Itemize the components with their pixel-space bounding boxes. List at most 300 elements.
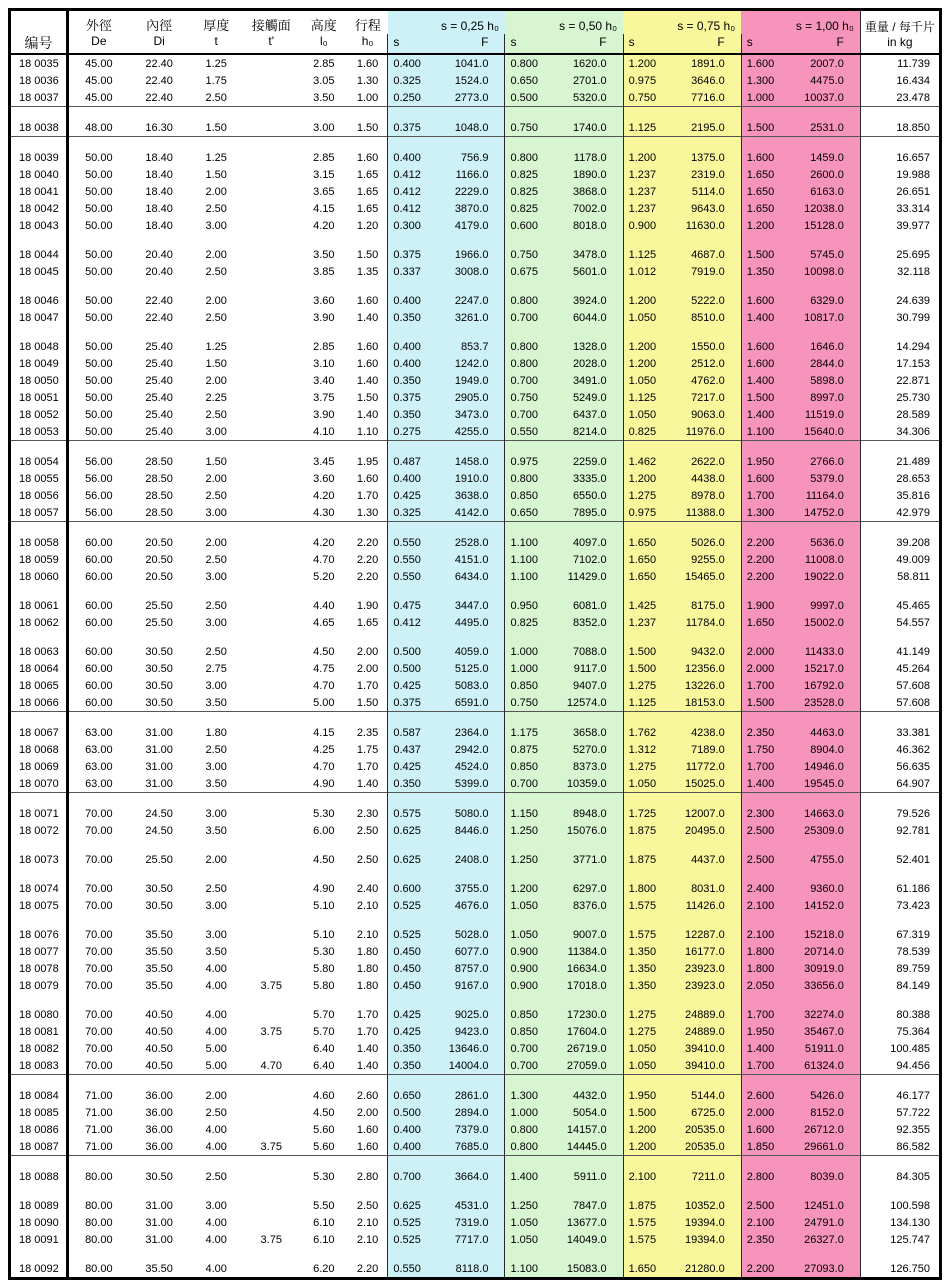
cell-weight-per-1000: 52.401 xyxy=(860,839,940,868)
cell-s-075: 1.275 xyxy=(623,677,667,694)
cell-inner-diameter: 36.00 xyxy=(145,1141,173,1153)
cell-force-025: 4495.0 xyxy=(432,614,505,631)
table-row xyxy=(10,406,941,423)
row-group xyxy=(10,868,941,914)
cell-force-100: 5379.0 xyxy=(785,470,860,487)
cell-force-100: 16792.0 xyxy=(785,677,860,694)
cell-s-025: 0.375 xyxy=(388,234,432,263)
cell-s-075: 1.575 xyxy=(623,1231,667,1248)
cell-travel-h0: 1.70 xyxy=(356,680,379,692)
cell-force-050: 8948.0 xyxy=(549,793,623,823)
cell-s-025: 0.350 xyxy=(388,406,432,423)
cell-s-100: 2.000 xyxy=(741,660,785,677)
cell-s-100: 2.600 xyxy=(741,1075,785,1105)
cell-s-025: 0.500 xyxy=(388,660,432,677)
cell-force-075: 2512.0 xyxy=(667,355,741,372)
cell-force-100: 14752.0 xyxy=(785,504,860,522)
cell-force-075: 4238.0 xyxy=(667,712,741,742)
col-header-outer-diameter: 外徑 xyxy=(85,18,112,33)
cell-travel-h0: 2.35 xyxy=(348,712,388,742)
cell-thickness: 3.00 xyxy=(205,900,227,912)
cell-travel-h0: 1.30 xyxy=(356,507,379,519)
cell-force-075: 7211.0 xyxy=(667,1156,741,1186)
cell-force-025: 6434.0 xyxy=(432,568,505,585)
cell-s-025: 0.412 xyxy=(388,200,432,217)
cell-weight-per-1000: 46.177 xyxy=(860,1075,940,1105)
cell-outer-diameter: 50.00 xyxy=(85,220,113,232)
table-row xyxy=(10,694,941,712)
cell-height-l0: 2.85 xyxy=(300,137,348,167)
cell-part-number: 18 0064 xyxy=(10,660,68,677)
cell-contact-surface xyxy=(243,1075,300,1105)
cell-travel-h0: 1.75 xyxy=(356,744,379,756)
cell-height-l0: 4.10 xyxy=(313,426,335,438)
cell-weight-per-1000: 57.608 xyxy=(860,694,940,712)
cell-thickness: 2.50 xyxy=(205,203,227,215)
table-row xyxy=(10,614,941,631)
cell-weight-per-1000: 11.739 xyxy=(860,54,940,72)
cell-inner-diameter: 16.30 xyxy=(129,107,190,137)
cell-s-100: 1.800 xyxy=(741,943,785,960)
table-row xyxy=(10,137,941,167)
cell-force-050: 8373.0 xyxy=(549,758,623,775)
cell-part-number: 18 0072 xyxy=(10,822,68,839)
cell-force-025: 7685.0 xyxy=(432,1138,505,1156)
row-group xyxy=(10,1185,941,1248)
cell-force-100: 4475.0 xyxy=(785,72,860,89)
cell-force-075: 19394.0 xyxy=(667,1231,741,1248)
cell-outer-diameter: 48.00 xyxy=(68,107,129,137)
cell-part-number: 18 0053 xyxy=(10,423,68,441)
cell-contact-surface xyxy=(243,263,300,280)
cell-part-number: 18 0041 xyxy=(10,183,68,200)
table-row xyxy=(10,441,941,471)
cell-thickness: 2.75 xyxy=(205,663,227,675)
cell-s-075: 1.725 xyxy=(623,793,667,823)
cell-inner-diameter: 24.50 xyxy=(145,825,173,837)
cell-weight-per-1000: 28.589 xyxy=(860,406,940,423)
cell-s-075: 1.500 xyxy=(623,631,667,660)
table-row xyxy=(10,758,941,775)
cell-contact-surface xyxy=(243,441,300,471)
cell-contact-surface xyxy=(243,994,300,1023)
subheader-F-025: F xyxy=(432,34,505,54)
cell-force-075: 4762.0 xyxy=(667,372,741,389)
cell-outer-diameter: 80.00 xyxy=(68,1156,129,1186)
cell-force-075: 9432.0 xyxy=(667,631,741,660)
cell-force-025: 1524.0 xyxy=(432,72,505,89)
row-group xyxy=(10,234,941,280)
cell-weight-per-1000: 28.653 xyxy=(860,470,940,487)
cell-travel-h0: 1.65 xyxy=(356,186,379,198)
cell-s-075: 1.200 xyxy=(623,1138,667,1156)
cell-outer-diameter: 50.00 xyxy=(85,266,113,278)
cell-height-l0: 3.85 xyxy=(313,266,335,278)
cell-outer-diameter: 70.00 xyxy=(85,946,113,958)
cell-contact-surface xyxy=(243,183,300,200)
table-row xyxy=(10,994,941,1023)
cell-s-025: 0.325 xyxy=(388,504,432,522)
cell-s-025: 0.575 xyxy=(388,793,432,823)
cell-force-050: 7895.0 xyxy=(549,504,623,522)
cell-force-100: 4463.0 xyxy=(785,712,860,742)
cell-height-l0: 4.15 xyxy=(300,712,348,742)
cell-height-l0: 4.50 xyxy=(313,646,335,658)
cell-force-075: 20535.0 xyxy=(667,1138,741,1156)
cell-inner-diameter: 22.40 xyxy=(145,92,173,104)
cell-force-025: 1910.0 xyxy=(432,470,505,487)
cell-outer-diameter: 70.00 xyxy=(85,1043,113,1055)
cell-s-100: 2.100 xyxy=(741,897,785,914)
cell-s-050: 1.100 xyxy=(505,522,549,552)
cell-height-l0: 3.05 xyxy=(313,75,335,87)
cell-weight-per-1000: 64.907 xyxy=(860,775,940,793)
cell-travel-h0: 1.10 xyxy=(356,426,379,438)
cell-contact-surface xyxy=(243,389,300,406)
cell-force-075: 7189.0 xyxy=(667,741,741,758)
cell-part-number: 18 0040 xyxy=(10,166,68,183)
cell-inner-diameter: 30.50 xyxy=(129,1156,190,1186)
cell-s-050: 0.750 xyxy=(505,694,549,712)
cell-contact-surface xyxy=(243,217,300,234)
cell-force-025: 8446.0 xyxy=(432,822,505,839)
band-header-s025: s = 0,25 h₀ xyxy=(388,10,505,35)
cell-force-100: 29661.0 xyxy=(785,1138,860,1156)
cell-travel-h0: 1.50 xyxy=(356,249,379,261)
cell-s-100: 2.200 xyxy=(741,522,785,552)
cell-force-050: 14157.0 xyxy=(549,1121,623,1138)
cell-travel-h0: 1.40 xyxy=(356,312,379,324)
cell-force-100: 2007.0 xyxy=(785,54,860,72)
cell-height-l0: 3.90 xyxy=(313,409,335,421)
cell-outer-diameter: 80.00 xyxy=(85,1234,113,1246)
cell-s-050: 0.600 xyxy=(505,217,549,234)
cell-force-050: 5601.0 xyxy=(549,263,623,280)
cell-thickness: 3.00 xyxy=(205,426,227,438)
cell-s-025: 0.425 xyxy=(388,758,432,775)
row-group xyxy=(10,631,941,712)
table-row xyxy=(10,1185,941,1214)
symbol-De: De xyxy=(91,34,107,48)
cell-s-025: 0.525 xyxy=(388,897,432,914)
cell-force-075: 5144.0 xyxy=(667,1075,741,1105)
cell-contact-surface xyxy=(243,1185,300,1214)
table-row xyxy=(10,89,941,107)
cell-force-025: 1458.0 xyxy=(432,441,505,471)
cell-weight-per-1000: 73.423 xyxy=(860,897,940,914)
cell-travel-h0: 1.60 xyxy=(356,1141,379,1153)
cell-s-075: 1.200 xyxy=(623,280,667,309)
cell-force-050: 6044.0 xyxy=(549,309,623,326)
cell-force-025: 9167.0 xyxy=(432,977,505,994)
cell-inner-diameter: 25.40 xyxy=(145,392,173,404)
col-header-weight xyxy=(860,10,940,55)
cell-s-025: 0.412 xyxy=(388,183,432,200)
cell-s-075: 1.200 xyxy=(623,326,667,355)
cell-outer-diameter: 60.00 xyxy=(68,522,129,552)
cell-s-025: 0.450 xyxy=(388,943,432,960)
cell-force-100: 23528.0 xyxy=(785,694,860,712)
cell-force-075: 16177.0 xyxy=(667,943,741,960)
cell-force-100: 26712.0 xyxy=(785,1121,860,1138)
cell-force-025: 756.9 xyxy=(432,137,505,167)
cell-part-number: 18 0083 xyxy=(10,1057,68,1075)
cell-inner-diameter: 30.50 xyxy=(145,680,173,692)
cell-force-025: 8757.0 xyxy=(432,960,505,977)
cell-s-025: 0.375 xyxy=(388,389,432,406)
cell-s-050: 0.550 xyxy=(505,423,549,441)
cell-contact-surface xyxy=(243,372,300,389)
cell-thickness: 2.00 xyxy=(205,186,227,198)
cell-s-100: 1.600 xyxy=(741,355,785,372)
cell-force-025: 4151.0 xyxy=(432,551,505,568)
cell-travel-h0: 2.60 xyxy=(348,1075,388,1105)
cell-force-100: 11433.0 xyxy=(785,631,860,660)
cell-weight-per-1000: 17.153 xyxy=(860,355,940,372)
cell-thickness: 3.00 xyxy=(205,571,227,583)
cell-height-l0: 3.90 xyxy=(313,312,335,324)
cell-s-025: 0.625 xyxy=(388,1185,432,1214)
cell-s-100: 2.350 xyxy=(741,1231,785,1248)
cell-force-025: 853.7 xyxy=(432,326,505,355)
cell-s-075: 1.575 xyxy=(623,1214,667,1231)
cell-thickness: 3.50 xyxy=(205,946,227,958)
cell-thickness: 2.50 xyxy=(205,554,227,566)
cell-s-075: 1.275 xyxy=(623,1023,667,1040)
cell-inner-diameter: 40.50 xyxy=(145,1026,173,1038)
cell-thickness: 2.00 xyxy=(190,1075,243,1105)
cell-force-025: 2894.0 xyxy=(432,1104,505,1121)
cell-thickness: 5.00 xyxy=(205,1043,227,1055)
cell-s-075: 1.800 xyxy=(623,868,667,897)
cell-contact-surface xyxy=(243,914,300,943)
cell-force-025: 1242.0 xyxy=(432,355,505,372)
cell-s-025: 0.400 xyxy=(388,1138,432,1156)
table-row xyxy=(10,960,941,977)
cell-part-number: 18 0066 xyxy=(10,694,68,712)
cell-part-number: 18 0078 xyxy=(10,960,68,977)
cell-s-025: 0.550 xyxy=(388,522,432,552)
symbol-Di: Di xyxy=(153,34,165,48)
cell-s-075: 1.350 xyxy=(623,960,667,977)
cell-travel-h0: 2.20 xyxy=(356,571,379,583)
cell-travel-h0: 1.65 xyxy=(356,617,379,629)
cell-travel-h0: 2.10 xyxy=(356,900,379,912)
cell-force-100: 15128.0 xyxy=(785,217,860,234)
cell-travel-h0: 1.30 xyxy=(356,75,379,87)
cell-weight-per-1000: 134.130 xyxy=(860,1214,940,1231)
cell-thickness: 1.50 xyxy=(190,441,243,471)
cell-outer-diameter: 70.00 xyxy=(68,793,129,823)
cell-weight-per-1000: 54.557 xyxy=(860,614,940,631)
cell-outer-diameter: 60.00 xyxy=(85,680,113,692)
cell-inner-diameter: 31.00 xyxy=(145,1234,173,1246)
cell-inner-diameter: 28.50 xyxy=(145,490,173,502)
cell-height-l0: 4.40 xyxy=(313,600,335,612)
cell-thickness: 3.00 xyxy=(205,220,227,232)
cell-weight-per-1000: 84.305 xyxy=(860,1156,940,1186)
cell-contact-surface xyxy=(243,487,300,504)
cell-inner-diameter: 36.00 xyxy=(129,1075,190,1105)
cell-travel-h0: 2.30 xyxy=(348,793,388,823)
table-row xyxy=(10,1214,941,1231)
cell-force-050: 7847.0 xyxy=(549,1185,623,1214)
cell-s-100: 1.500 xyxy=(741,694,785,712)
cell-thickness: 2.50 xyxy=(205,646,227,658)
cell-height-l0: 5.80 xyxy=(313,963,335,975)
cell-travel-h0: 1.20 xyxy=(356,220,379,232)
cell-outer-diameter: 63.00 xyxy=(85,778,113,790)
cell-thickness: 3.00 xyxy=(205,680,227,692)
table-row xyxy=(10,1023,941,1040)
cell-s-050: 0.800 xyxy=(505,326,549,355)
weight-unit: in kg xyxy=(887,35,913,49)
cell-force-075: 20495.0 xyxy=(667,822,741,839)
cell-s-050: 1.300 xyxy=(505,1075,549,1105)
cell-force-075: 9643.0 xyxy=(667,200,741,217)
row-group xyxy=(10,107,941,137)
cell-contact-surface xyxy=(243,1121,300,1138)
row-group xyxy=(10,1156,941,1186)
cell-s-075: 1.350 xyxy=(623,943,667,960)
cell-contact-surface xyxy=(243,712,300,742)
cell-force-100: 15218.0 xyxy=(785,914,860,943)
table-row xyxy=(10,1040,941,1057)
cell-inner-diameter: 25.50 xyxy=(145,600,173,612)
cell-force-050: 1328.0 xyxy=(549,326,623,355)
table-row xyxy=(10,1121,941,1138)
cell-s-025: 0.525 xyxy=(388,914,432,943)
cell-inner-diameter: 22.40 xyxy=(145,58,173,70)
cell-s-100: 1.400 xyxy=(741,775,785,793)
cell-s-050: 0.850 xyxy=(505,677,549,694)
cell-s-025: 0.587 xyxy=(388,712,432,742)
cell-weight-per-1000: 22.871 xyxy=(860,372,940,389)
cell-contact-surface xyxy=(243,631,300,660)
cell-weight-per-1000: 92.781 xyxy=(860,822,940,839)
cell-force-050: 26719.0 xyxy=(549,1040,623,1057)
cell-force-025: 1966.0 xyxy=(432,234,505,263)
cell-force-050: 3491.0 xyxy=(549,372,623,389)
cell-force-025: 5125.0 xyxy=(432,660,505,677)
cell-s-025: 0.475 xyxy=(388,585,432,614)
cell-outer-diameter: 56.00 xyxy=(85,507,113,519)
cell-s-050: 0.800 xyxy=(505,355,549,372)
cell-thickness: 1.50 xyxy=(205,169,227,181)
cell-force-050: 8352.0 xyxy=(549,614,623,631)
cell-force-075: 20535.0 xyxy=(667,1121,741,1138)
cell-s-075: 1.275 xyxy=(623,994,667,1023)
cell-inner-diameter: 24.50 xyxy=(129,793,190,823)
cell-inner-diameter: 20.40 xyxy=(145,249,173,261)
cell-force-100: 6329.0 xyxy=(785,280,860,309)
cell-inner-diameter: 18.40 xyxy=(145,220,173,232)
cell-contact-surface: 3.75 xyxy=(260,1141,282,1153)
cell-force-050: 13677.0 xyxy=(549,1214,623,1231)
cell-force-075: 15025.0 xyxy=(667,775,741,793)
cell-s-075: 1.950 xyxy=(623,1075,667,1105)
cell-inner-diameter: 18.40 xyxy=(145,169,173,181)
cell-s-025: 0.500 xyxy=(388,1104,432,1121)
cell-outer-diameter: 71.00 xyxy=(85,1124,113,1136)
cell-s-100: 1.400 xyxy=(741,309,785,326)
cell-part-number: 18 0068 xyxy=(10,741,68,758)
cell-s-050: 1.000 xyxy=(505,1104,549,1121)
cell-height-l0: 3.00 xyxy=(300,107,348,137)
cell-s-100: 1.600 xyxy=(741,137,785,167)
cell-s-025: 0.487 xyxy=(388,441,432,471)
cell-weight-per-1000: 32.118 xyxy=(860,263,940,280)
cell-force-075: 7919.0 xyxy=(667,263,741,280)
cell-inner-diameter: 28.50 xyxy=(145,507,173,519)
cell-travel-h0: 2.50 xyxy=(356,825,379,837)
cell-weight-per-1000: 42.979 xyxy=(860,504,940,522)
cell-s-075: 1.275 xyxy=(623,487,667,504)
cell-part-number: 18 0049 xyxy=(10,355,68,372)
cell-force-100: 35467.0 xyxy=(785,1023,860,1040)
cell-thickness: 4.00 xyxy=(205,963,227,975)
cell-s-100: 1.300 xyxy=(741,504,785,522)
cell-force-050: 9407.0 xyxy=(549,677,623,694)
subheader-s-100: s xyxy=(741,34,785,54)
table-row xyxy=(10,839,941,868)
cell-height-l0: 6.10 xyxy=(313,1234,335,1246)
cell-force-075: 8978.0 xyxy=(667,487,741,504)
cell-travel-h0: 1.70 xyxy=(356,761,379,773)
cell-weight-per-1000: 125.747 xyxy=(860,1231,940,1248)
cell-s-050: 0.800 xyxy=(505,470,549,487)
cell-weight-per-1000: 61.186 xyxy=(860,868,940,897)
table-row xyxy=(10,1075,941,1105)
cell-force-100: 14663.0 xyxy=(785,793,860,823)
cell-travel-h0: 1.80 xyxy=(356,963,379,975)
cell-s-050: 0.825 xyxy=(505,200,549,217)
symbol-t-prime: t' xyxy=(268,34,275,48)
cell-height-l0: 3.65 xyxy=(313,186,335,198)
cell-inner-diameter: 30.50 xyxy=(145,697,173,709)
cell-inner-diameter: 20.50 xyxy=(145,554,173,566)
cell-outer-diameter: 50.00 xyxy=(85,426,113,438)
cell-thickness: 1.25 xyxy=(205,58,227,70)
cell-travel-h0: 1.60 xyxy=(356,295,379,307)
cell-part-number: 18 0074 xyxy=(10,868,68,897)
table-row xyxy=(10,217,941,234)
cell-inner-diameter: 18.40 xyxy=(129,137,190,167)
cell-thickness: 2.00 xyxy=(205,473,227,485)
cell-thickness: 4.00 xyxy=(205,1009,227,1021)
cell-inner-diameter: 25.40 xyxy=(145,341,173,353)
cell-weight-per-1000: 45.465 xyxy=(860,585,940,614)
cell-s-100: 1.950 xyxy=(741,441,785,471)
cell-height-l0: 3.45 xyxy=(300,441,348,471)
cell-force-025: 7379.0 xyxy=(432,1121,505,1138)
cell-part-number: 18 0047 xyxy=(10,309,68,326)
cell-force-025: 9423.0 xyxy=(432,1023,505,1040)
cell-inner-diameter: 36.00 xyxy=(145,1124,173,1136)
cell-s-050: 1.200 xyxy=(505,868,549,897)
cell-part-number: 18 0082 xyxy=(10,1040,68,1057)
cell-part-number: 18 0050 xyxy=(10,372,68,389)
cell-travel-h0: 1.60 xyxy=(356,358,379,370)
cell-outer-diameter: 63.00 xyxy=(85,744,113,756)
cell-part-number: 18 0039 xyxy=(10,137,68,167)
cell-s-025: 0.400 xyxy=(388,470,432,487)
cell-inner-diameter: 35.50 xyxy=(145,946,173,958)
cell-s-075: 1.425 xyxy=(623,585,667,614)
subheader-F-100: F xyxy=(785,34,860,54)
cell-travel-h0: 2.10 xyxy=(356,929,379,941)
cell-force-025: 2861.0 xyxy=(432,1075,505,1105)
